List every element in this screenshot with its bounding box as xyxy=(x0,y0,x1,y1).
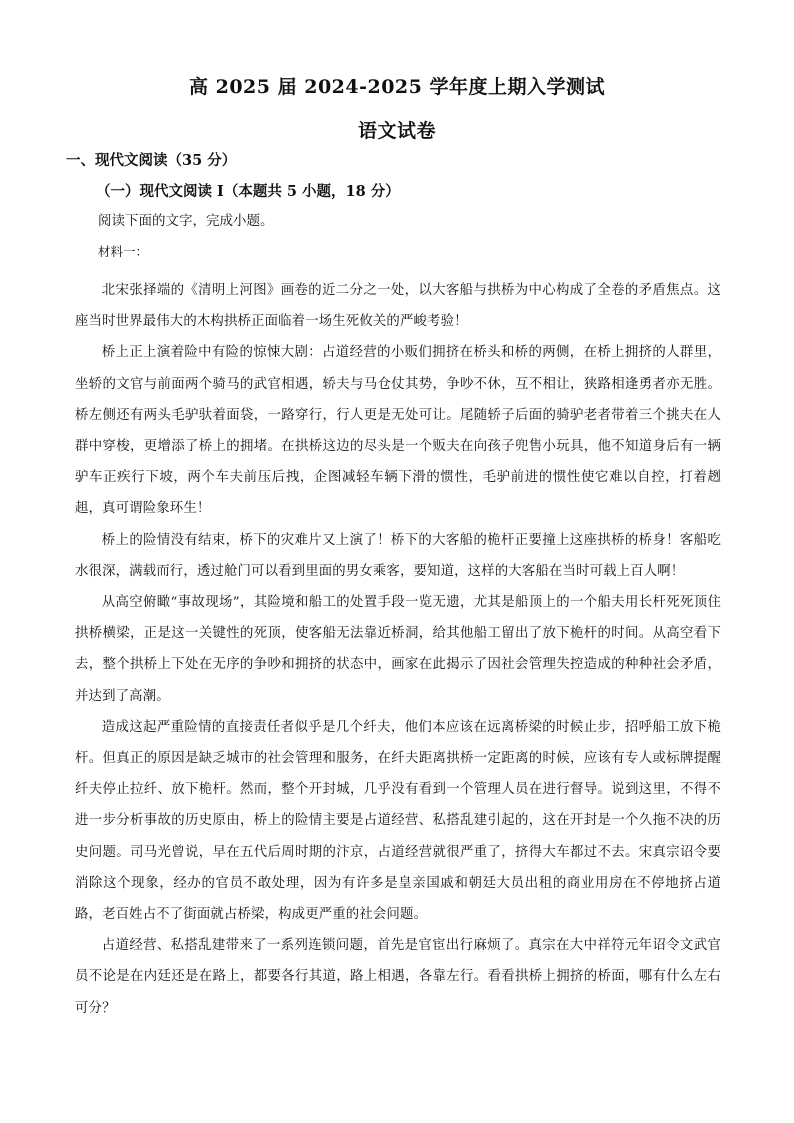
subsection-heading: （一）现代文阅读 I（本题共 5 小题，18 分） xyxy=(96,183,400,200)
passage-paragraph: 占道经营、私搭乱建带来了一系列连锁问题，首先是官宦出行麻烦了。真宗在大中祥符元年诏令文武官员不论是在内廷还是在路上，都要各行其道，路上相遇，各靠左行。看看拱桥上拥挤的桥面，哪有什么左右可分？ xyxy=(75,938,721,1016)
passage-paragraph: 从高空俯瞰“事故现场”，其险境和船工的处置手段一览无遗，尤其是船顶上的一个船夫用长杆死死顶住拱桥横梁，正是这一关键性的死顶，使客船无法靠近桥洞，给其他船工留出了放下桅杆的时间。从高空看下去，整个拱桥上下处在无序的争吵和拥挤的状态中，画家在此揭示了因社会管理失控造成的种种社会矛盾，并达到了高潮。 xyxy=(75,595,721,704)
passage-paragraph: 桥上的险情没有结束，桥下的灾难片又上演了！桥下的大客船的桅杆正要撞上这座拱桥的桥身！客船吃水很深，满载而行，透过舱门可以看到里面的男女乘客，要知道，这样的大客船在当时可载上百人啊！ xyxy=(75,532,721,579)
reading-passage xyxy=(75,275,721,1024)
section-heading: 一、现代文阅读（35 分） xyxy=(66,152,237,169)
reading-instruction: 阅读下面的文字，完成小题。 xyxy=(98,213,274,229)
exam-title: 高 2025 届 2024-2025 学年度上期入学测试 xyxy=(189,76,605,98)
exam-subtitle: 语文试卷 xyxy=(357,120,436,142)
passage-paragraph: 造成这起严重险情的直接责任者似乎是几个纤夫，他们本应该在远离桥梁的时候止步，招呼船工放下桅杆。但真正的原因是缺乏城市的社会管理和服务，在纤夫距离拱桥一定距离的时候，应该有专人或标牌提醒纤夫停止拉纤、放下桅杆。然而，整个开封城，几乎没有看到一个管理人员在进行督导。说到这里，不得不进一步分析事故的历史原由，桥上的险情主要是占道经营、私搭乱建引起的，这在开封是一个久拖不决的历史问题。司马光曾说，早在五代后周时期的汴京，占道经营就很严重了，挤得大车都过不去。宋真宗诏令要消除这个现象，经办的官员不敢处理，因为有许多是皇亲国戚和朝廷大员出租的商业用房在不停地挤占道路，老百姓占不了街面就占桥梁，构成更严重的社会问题。 xyxy=(75,719,721,923)
passage-paragraph: 北宋张择端的《清明上河图》画卷的近二分之一处，以大客船与拱桥为中心构成了全卷的矛盾焦点。这座当时世界最伟大的木构拱桥正面临着一场生死攸关的严峻考验！ xyxy=(75,283,721,330)
material-label: 材料一： xyxy=(98,244,149,259)
passage-paragraph: 桥上正上演着险中有险的惊悚大剧：占道经营的小贩们拥挤在桥头和桥的两侧，在桥上拥挤的人群里，坐轿的文官与前面两个骑马的武官相遇，轿夫与马仓仗其势，争吵不休，互不相让，狭路相逢勇者亦无胜。桥左侧还有两头毛驴驮着面袋，一路穿行，行人更是无处可让。尾随轿子后面的骑驴老者带着三个挑夫在人群中穿梭，更增添了桥上的拥堵。在拱桥这边的尽头是一个贩夫在向孩子兜售小玩具，他不知道身后有一辆驴车正疾行下坡，两个车夫前压后拽，企图减轻车辆下滑的惯性，毛驴前进的惯性使它难以自控，打着趔趄，真可谓险象环生！ xyxy=(75,345,721,517)
